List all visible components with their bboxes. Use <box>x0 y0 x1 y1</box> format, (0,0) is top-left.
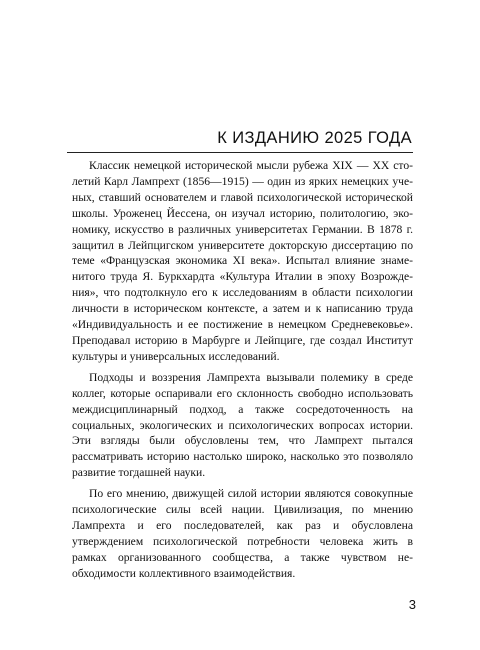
heading-rule <box>67 152 413 153</box>
paragraph-3: По его мнению, движущей силой истории являются совокупные психологические силы всей нации. Цивилизация, по мнению Лампрехта и его последователей, как раз и обусловлена утверждением психологической потребности человека жить в рамках организованного сообщества, а также чувством необходимости коллективного взаимодействия. <box>72 487 413 580</box>
section-heading: К ИЗДАНИЮ 2025 ГОДА <box>217 129 412 147</box>
paragraph-1: Классик немецкой исторической мысли рубежа XIX — XX столетий Карл Лампрехт (1856—1915) — один из ярких немецких ученых, ставший основателем и главой психологической исторической школы. Уроженец Йессена, он изучал историю, политологию, экономику, искусство в различных университетах Германии. В 1878 г. защитил в Лейпцигском университете докторскую диссертацию по теме «Французская экономика XI века». Испытал влияние знаменитого труда Я. Буркхардта «Культура Италии в эпоху Возрождения», что подтолкнуло его к исследованиям в области психологии личности в историческом контексте, а затем и к написанию труда «Индивидуальность и ее постижение в немецком Средневековье». Преподавал историю в Марбурге и Лейпциге, где создал Институт культуры и универсальных исследований. <box>72 159 413 363</box>
paragraph-2: Подходы и воззрения Лампрехта вызывали полемику в среде коллег, которые оспаривали его склонность свободно использовать междисциплинарный подход, а также сосредоточенность на социальных, экологических и психологических вопросах истории. Эти взгляды были обусловлены тем, что Лампрехт пытался рассматривать историю настолько широко, насколько это позволяло развитие тогдашней науки. <box>72 370 413 480</box>
body-text <box>72 158 413 587</box>
page-number: 3 <box>408 597 416 612</box>
